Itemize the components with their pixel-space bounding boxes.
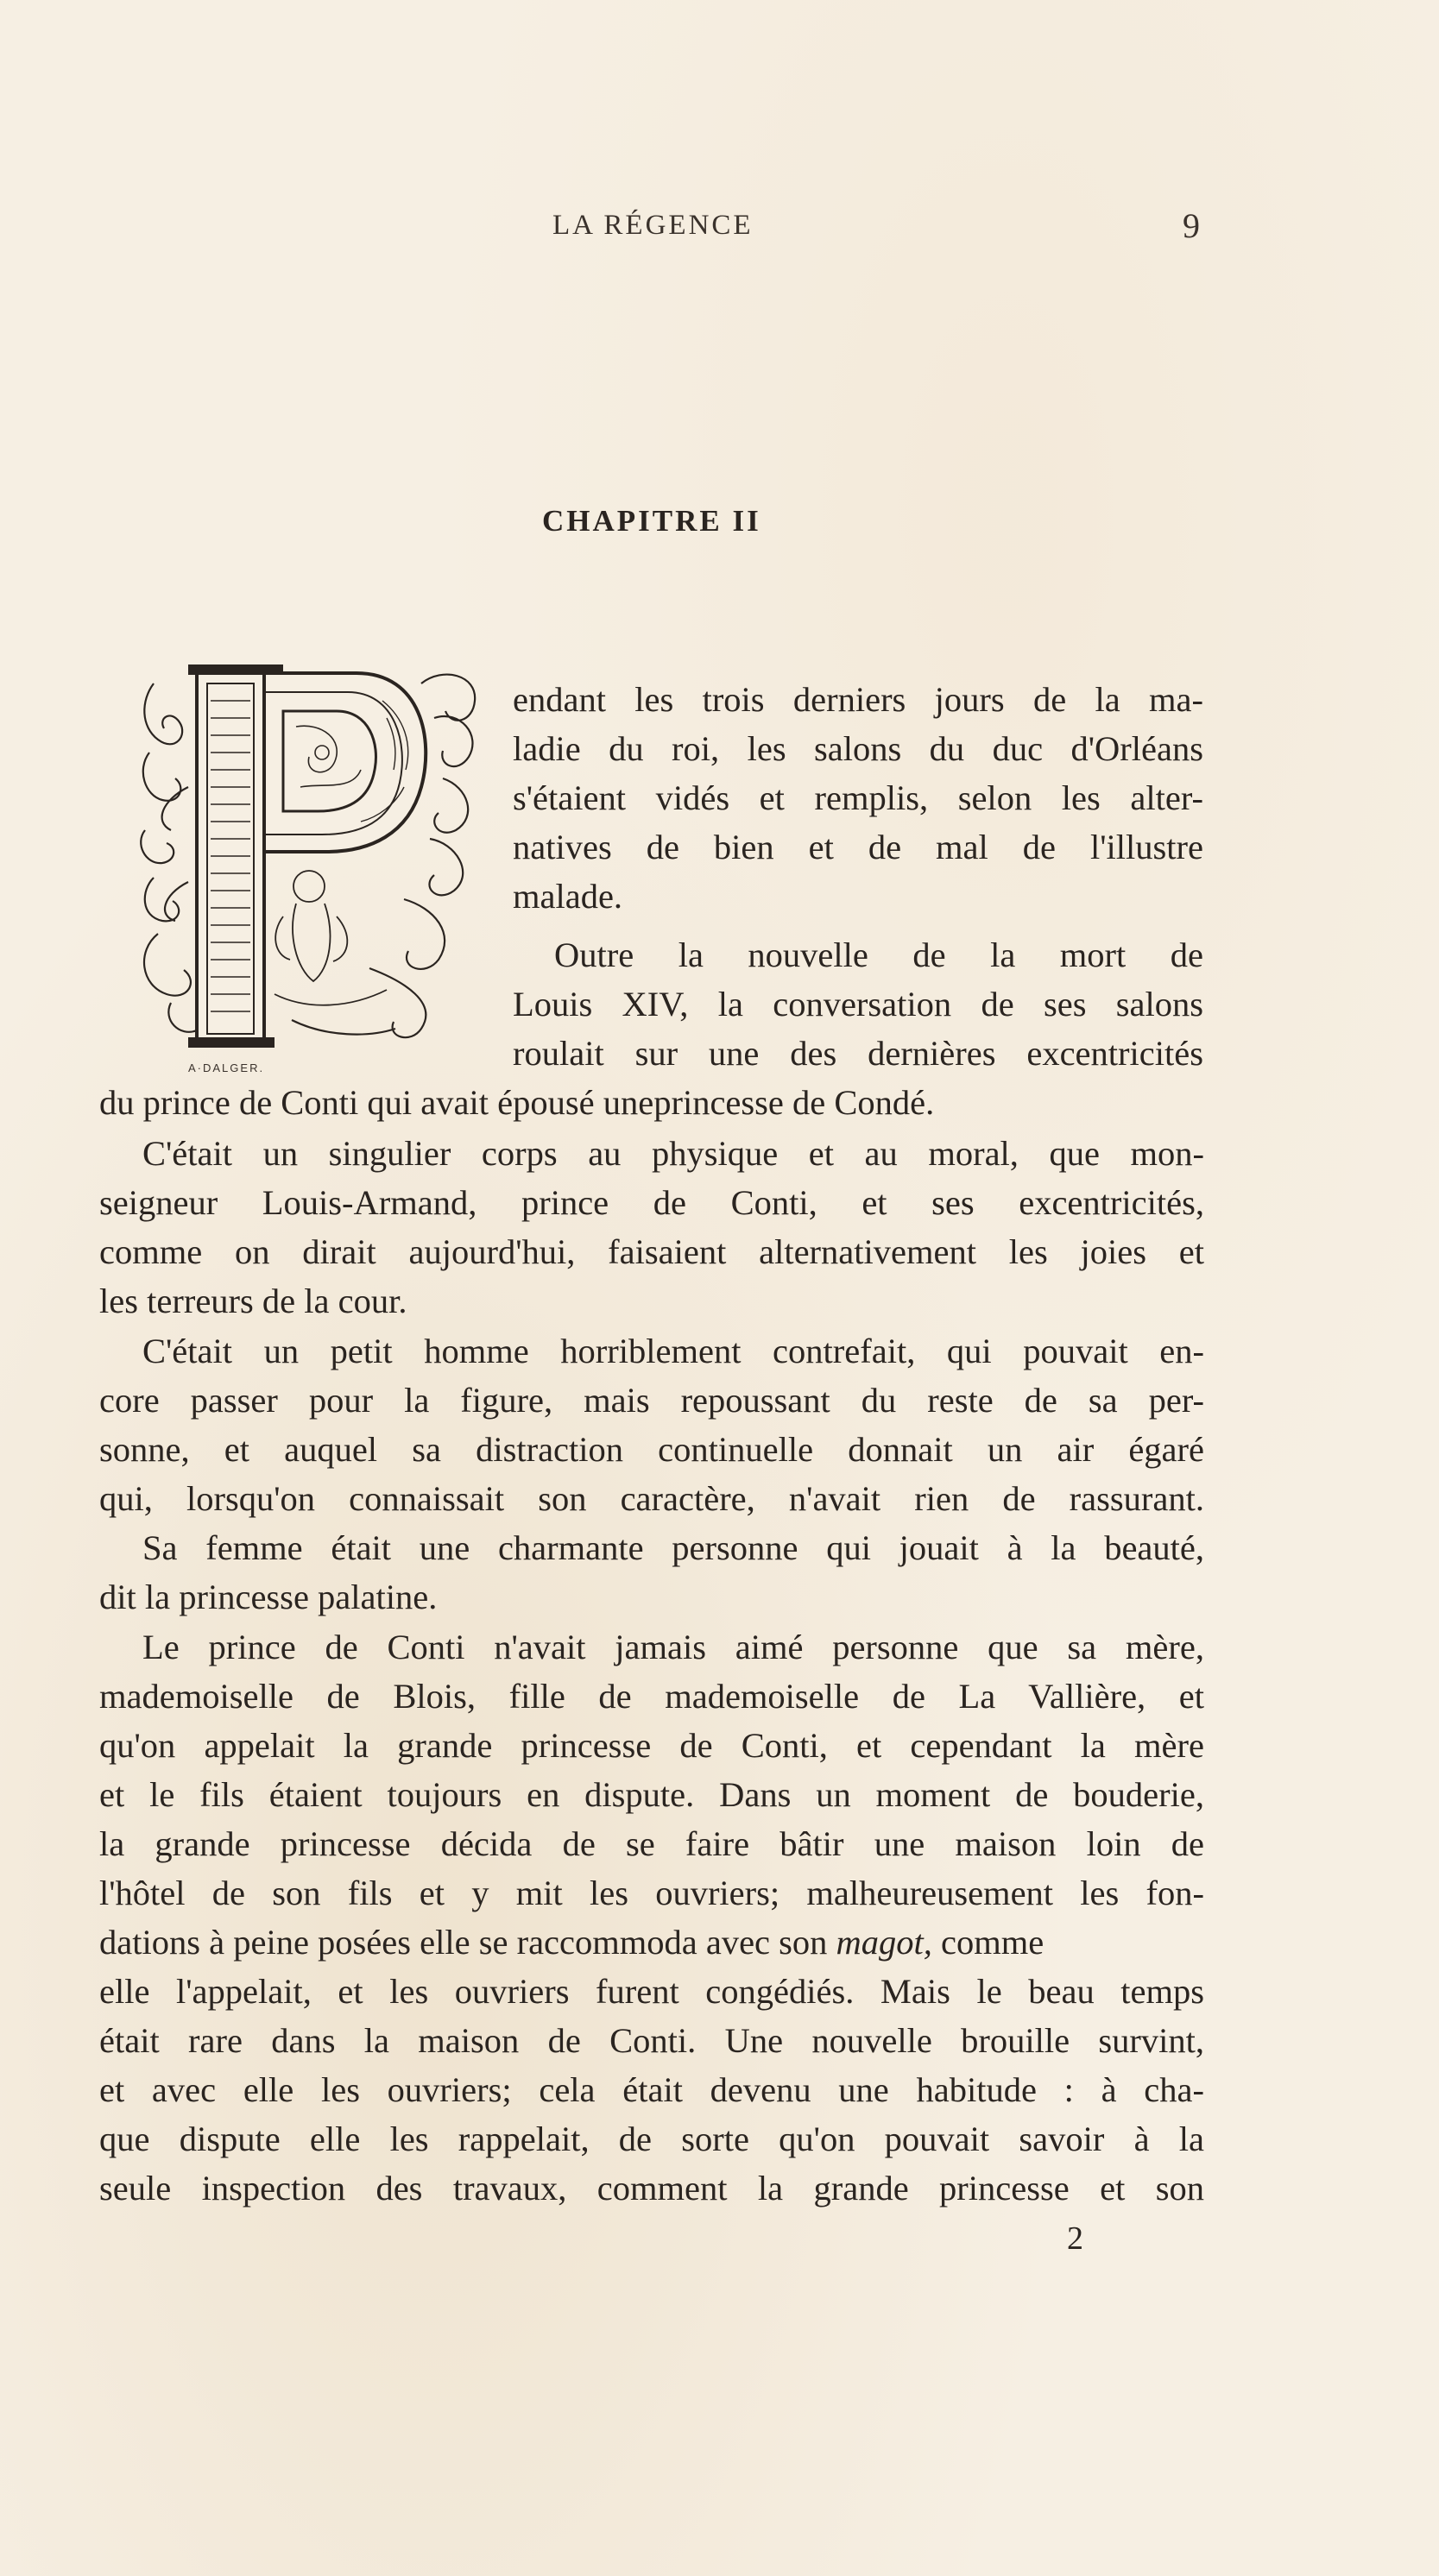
text-line: dit la princesse palatine.: [99, 1578, 438, 1616]
text-line: les terreurs de la cour.: [99, 1282, 407, 1320]
text-line: C'était un singulier corps au physique et au moral, que mon-: [142, 1134, 1204, 1173]
text-line: mademoiselle de Blois, fille de mademoiselle de La Vallière, et: [99, 1677, 1204, 1716]
signature-mark: 2: [1067, 2220, 1083, 2257]
text-line: et le fils étaient toujours en dispute. Dans un moment de bouderie,: [99, 1775, 1204, 1814]
italic-word: magot,: [836, 1923, 932, 1962]
text-line: malade.: [513, 877, 623, 916]
text-line: seule inspection des travaux, comment la grande princesse et son: [99, 2169, 1204, 2208]
text-line: Outre la nouvelle de la mort de: [554, 935, 1203, 974]
text-line: Sa femme était une charmante personne qui jouait à la beauté,: [142, 1528, 1204, 1567]
text-line: l'hôtel de son fils et y mit les ouvriers; malheureusement les fon-: [99, 1874, 1204, 1912]
text-segment: comme: [931, 1923, 1045, 1962]
text-line: que dispute elle les rappelait, de sorte qu'on pouvait savoir à la: [99, 2119, 1204, 2158]
text-line: elle l'appelait, et les ouvriers furent congédiés. Mais le beau temps: [99, 1972, 1204, 2011]
text-segment: dations à peine posées elle se raccommoda avec son: [99, 1923, 828, 1962]
text-line: Le prince de Conti n'avait jamais aimé personne que sa mère,: [142, 1628, 1204, 1666]
running-title: LA RÉGENCE: [552, 210, 754, 241]
text-line: roulait sur une des dernières excentricités: [513, 1034, 1203, 1073]
text-line: qu'on appelait la grande princesse de Conti, et cependant la mère: [99, 1726, 1204, 1765]
text-line: endant les trois derniers jours de la ma-: [513, 680, 1203, 719]
text-line: seigneur Louis-Armand, prince de Conti, et ses excentricités,: [99, 1183, 1204, 1222]
page-number: 9: [1183, 206, 1200, 245]
text-line: s'étaient vidés et remplis, selon les alter-: [513, 778, 1203, 817]
text-line: la grande princesse décida de se faire bâtir une maison loin de: [99, 1824, 1204, 1863]
text-line: et avec elle les ouvriers; cela était devenu une habitude : à cha-: [99, 2070, 1204, 2109]
text-line: était rare dans la maison de Conti. Une nouvelle brouille survint,: [99, 2021, 1204, 2060]
dropcap-signature: A·DALGER.: [188, 1061, 265, 1074]
text-line: ladie du roi, les salons du duc d'Orléans: [513, 729, 1203, 768]
text-line: C'était un petit homme horriblement contrefait, qui pouvait en-: [142, 1332, 1204, 1370]
text-line: comme on dirait aujourd'hui, faisaient alternativement les joies et: [99, 1232, 1204, 1271]
text-line: natives de bien et de mal de l'illustre: [513, 828, 1203, 866]
text-line: core passer pour la figure, mais repoussant du reste de sa per-: [99, 1381, 1204, 1420]
text-line: du prince de Conti qui avait épousé uneprincesse de Condé.: [99, 1083, 935, 1122]
dropcap-letter: [188, 664, 426, 1048]
chapter-title: CHAPITRE II: [542, 504, 761, 538]
text-line: Louis XIV, la conversation de ses salons: [513, 985, 1203, 1023]
text-line: qui, lorsqu'on connaissait son caractère, n'avait rien de rassurant.: [99, 1479, 1204, 1518]
text-line-with-italic: [99, 1918, 1204, 1967]
text-line: sonne, et auquel sa distraction continuelle donnait un air égaré: [99, 1430, 1204, 1469]
ornamental-dropcap-p: [136, 658, 492, 1063]
dropcap-cherub: [275, 871, 387, 1005]
